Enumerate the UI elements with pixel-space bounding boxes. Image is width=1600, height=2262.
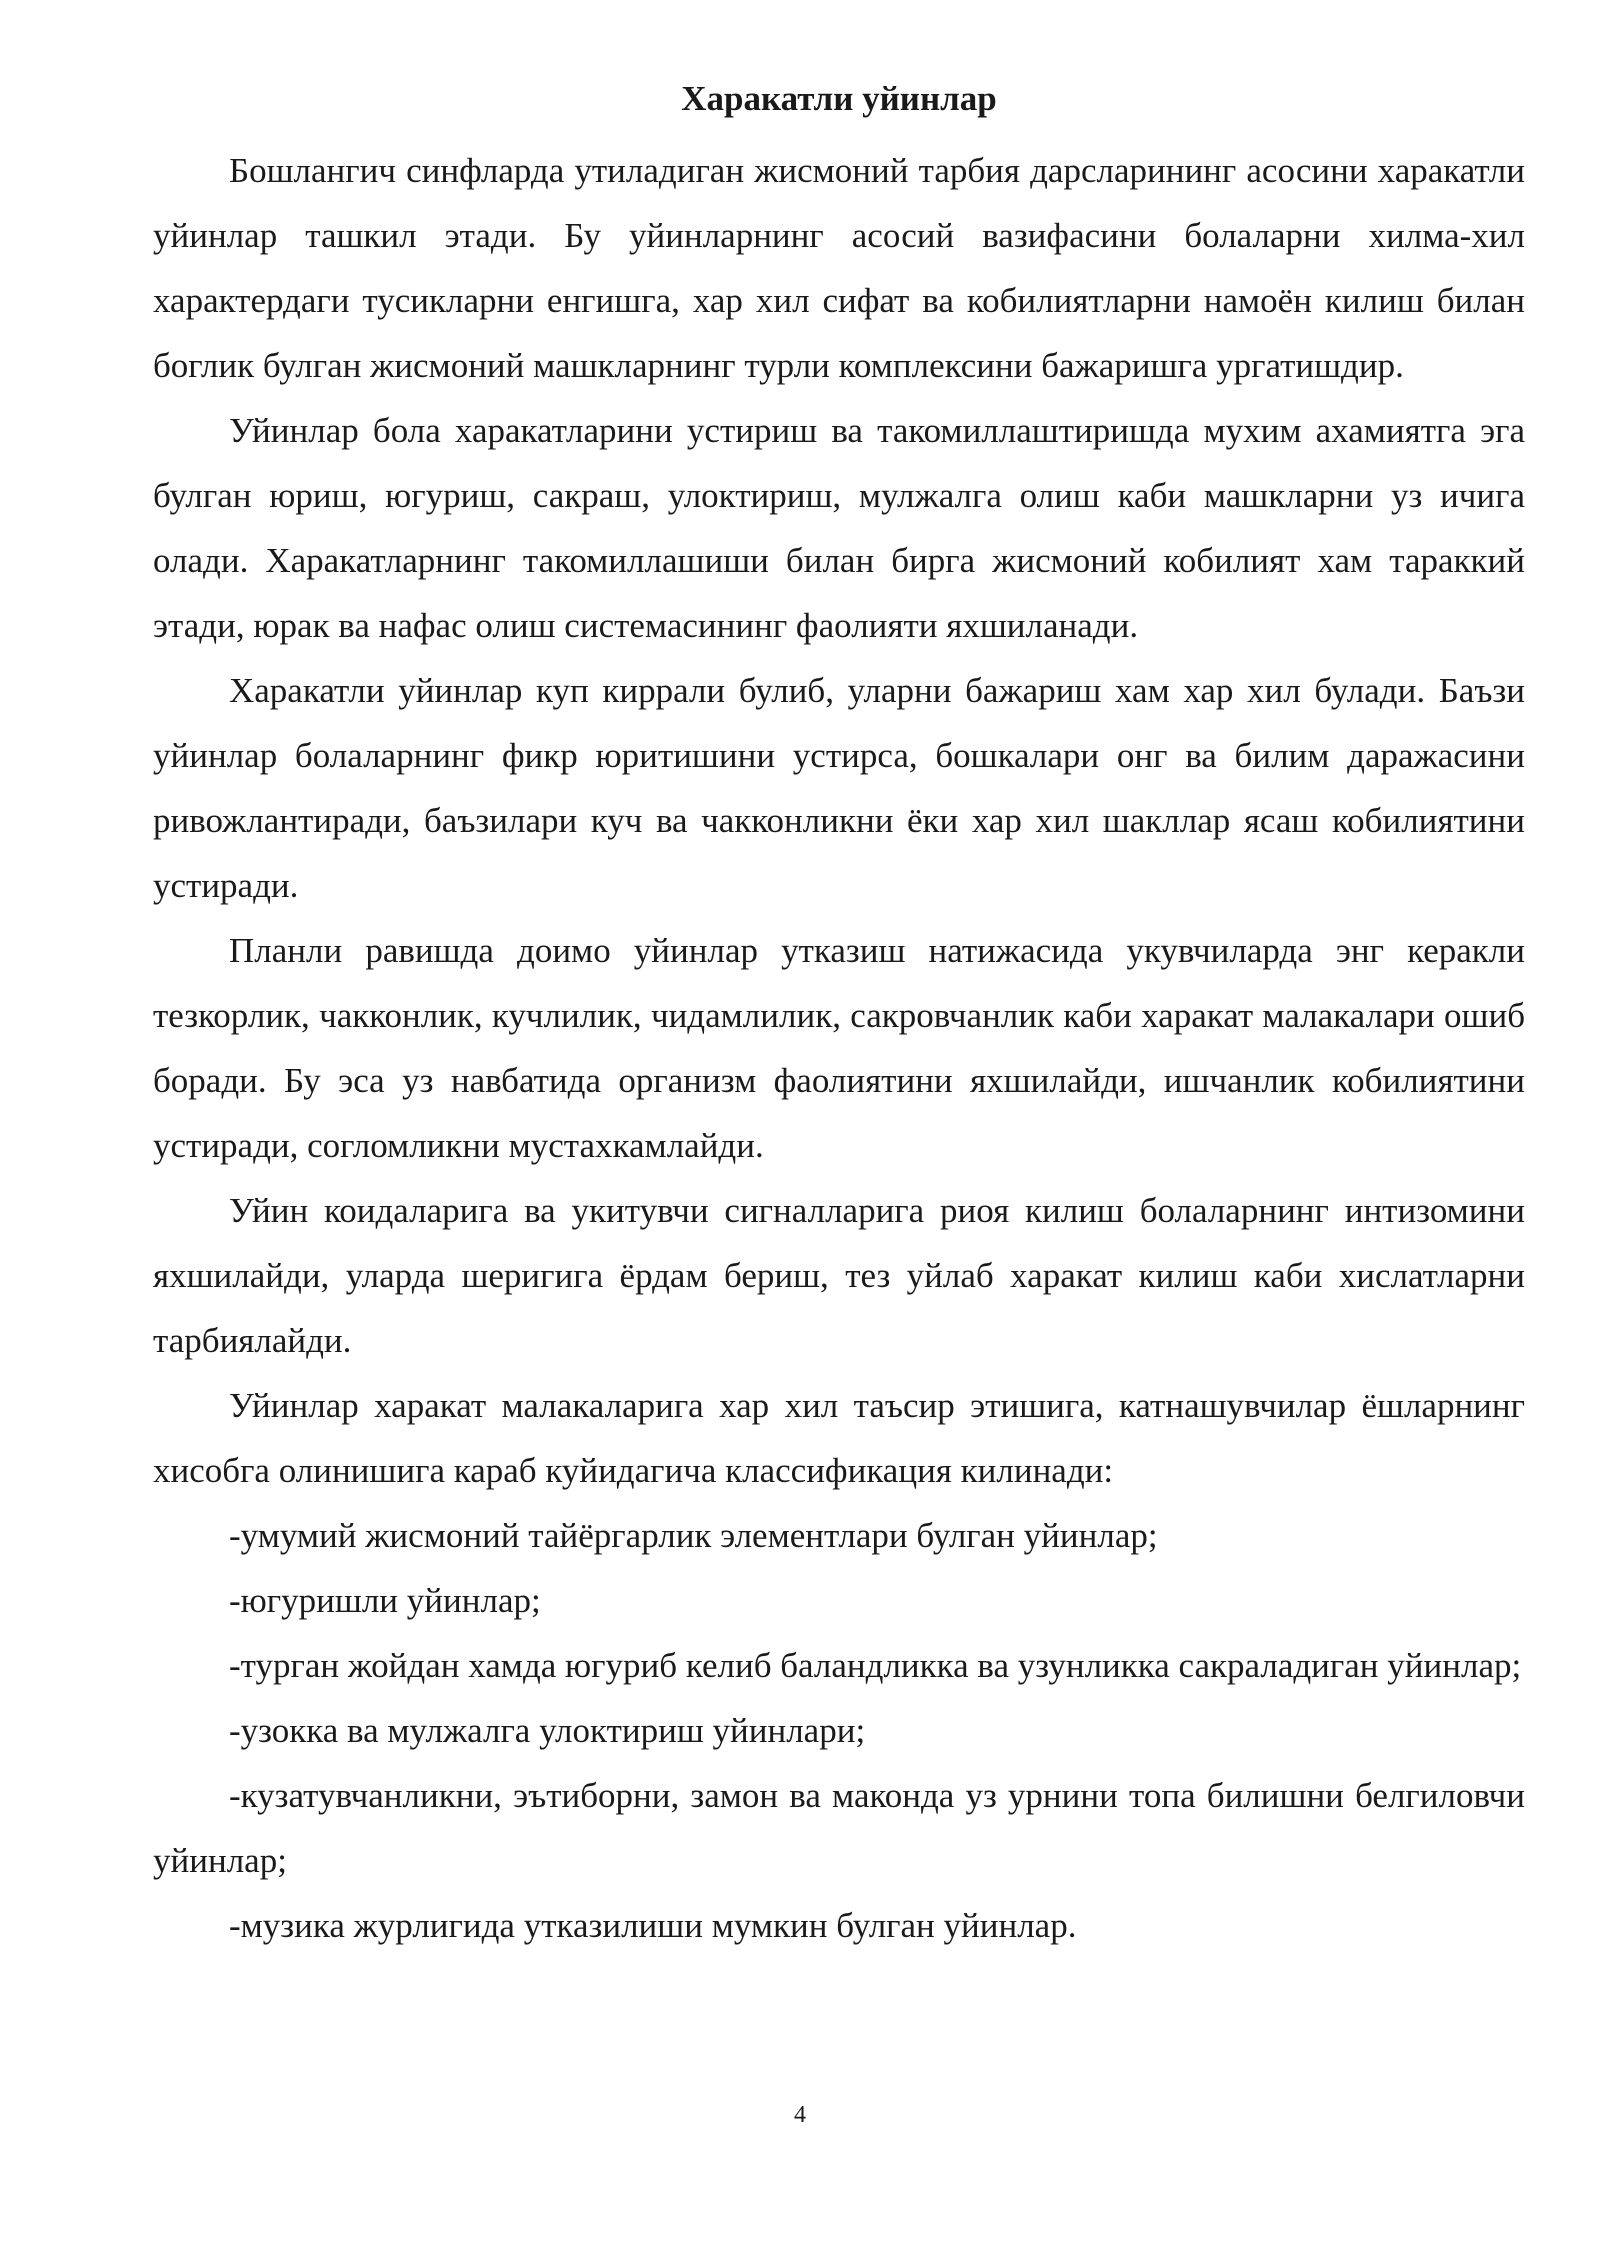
document-title: Харакатли уйинлар	[681, 79, 997, 118]
list-item: -музика журлигида утказилиши мумкин булган уйинлар.	[229, 1906, 1077, 1945]
paragraph: Уйинлар харакат малакаларига хар хил таъсир этишига, катнашувчилар ёшларнинг хисобга олинишига караб куйидагича классификация килинади:	[153, 1386, 1525, 1490]
list-item: -югуришли уйинлар;	[229, 1581, 541, 1620]
page-number: 4	[794, 2102, 806, 2128]
list-item: -узокка ва мулжалга улоктириш уйинлари;	[229, 1711, 866, 1750]
document-page	[153, 72, 1525, 1958]
paragraph: Бошлангич синфларда утиладиган жисмоний тарбия дарсларининг асосини харакатли уйинлар ташкил этади. Бу уйинларнинг асосий вазифасини болаларни хилма-хил характердаги тусикларни енгишга, хар хил сифат ва кобилиятларни намоён килиш билан боглик булган жисмоний машкларнинг турли комплексини бажаришга ургатишдир.	[153, 151, 1525, 385]
list-item: -умумий жисмоний тайёргарлик элементлари булган уйинлар;	[229, 1516, 1158, 1555]
list-item: -кузатувчанликни, эътиборни, замон ва маконда уз урнини топа билишни белгиловчи уйинлар;	[153, 1776, 1525, 1880]
paragraph: Уйин коидаларига ва укитувчи сигналларига риоя килиш болаларнинг интизомини яхшилайди, уларда шеригига ёрдам бериш, тез уйлаб харакат килиш каби хислатларни тарбиялайди.	[153, 1191, 1525, 1360]
paragraph: Планли равишда доимо уйинлар утказиш натижасида укувчиларда энг керакли тезкорлик, чакконлик, кучлилик, чидамлилик, сакровчанлик каби харакат малакалари ошиб боради. Бу эса уз навбатида организм фаолиятини яхшилайди, ишчанлик кобилиятини устиради, согломликни мустахкамлайди.	[153, 931, 1525, 1165]
paragraph: Харакатли уйинлар куп киррали булиб, уларни бажариш хам хар хил булади. Баъзи уйинлар болаларнинг фикр юритишини устирса, бошкалари онг ва билим даражасини ривожлантиради, баъзилари куч ва чакконликни ёки хар хил шакллар ясаш кобилиятини устиради.	[153, 671, 1525, 905]
list-item: -турган жойдан хамда югуриб келиб баландликка ва узунликка сакраладиган уйинлар;	[229, 1646, 1522, 1685]
paragraph: Уйинлар бола харакатларини устириш ва такомиллаштиришда мухим ахамиятга эга булган юриш, югуриш, сакраш, улоктириш, мулжалга олиш каби машкларни уз ичига олади. Харакатларнинг такомиллашиши билан бирга жисмоний кобилият хам тараккий этади, юрак ва нафас олиш системасининг фаолияти яхшиланади.	[153, 411, 1525, 645]
